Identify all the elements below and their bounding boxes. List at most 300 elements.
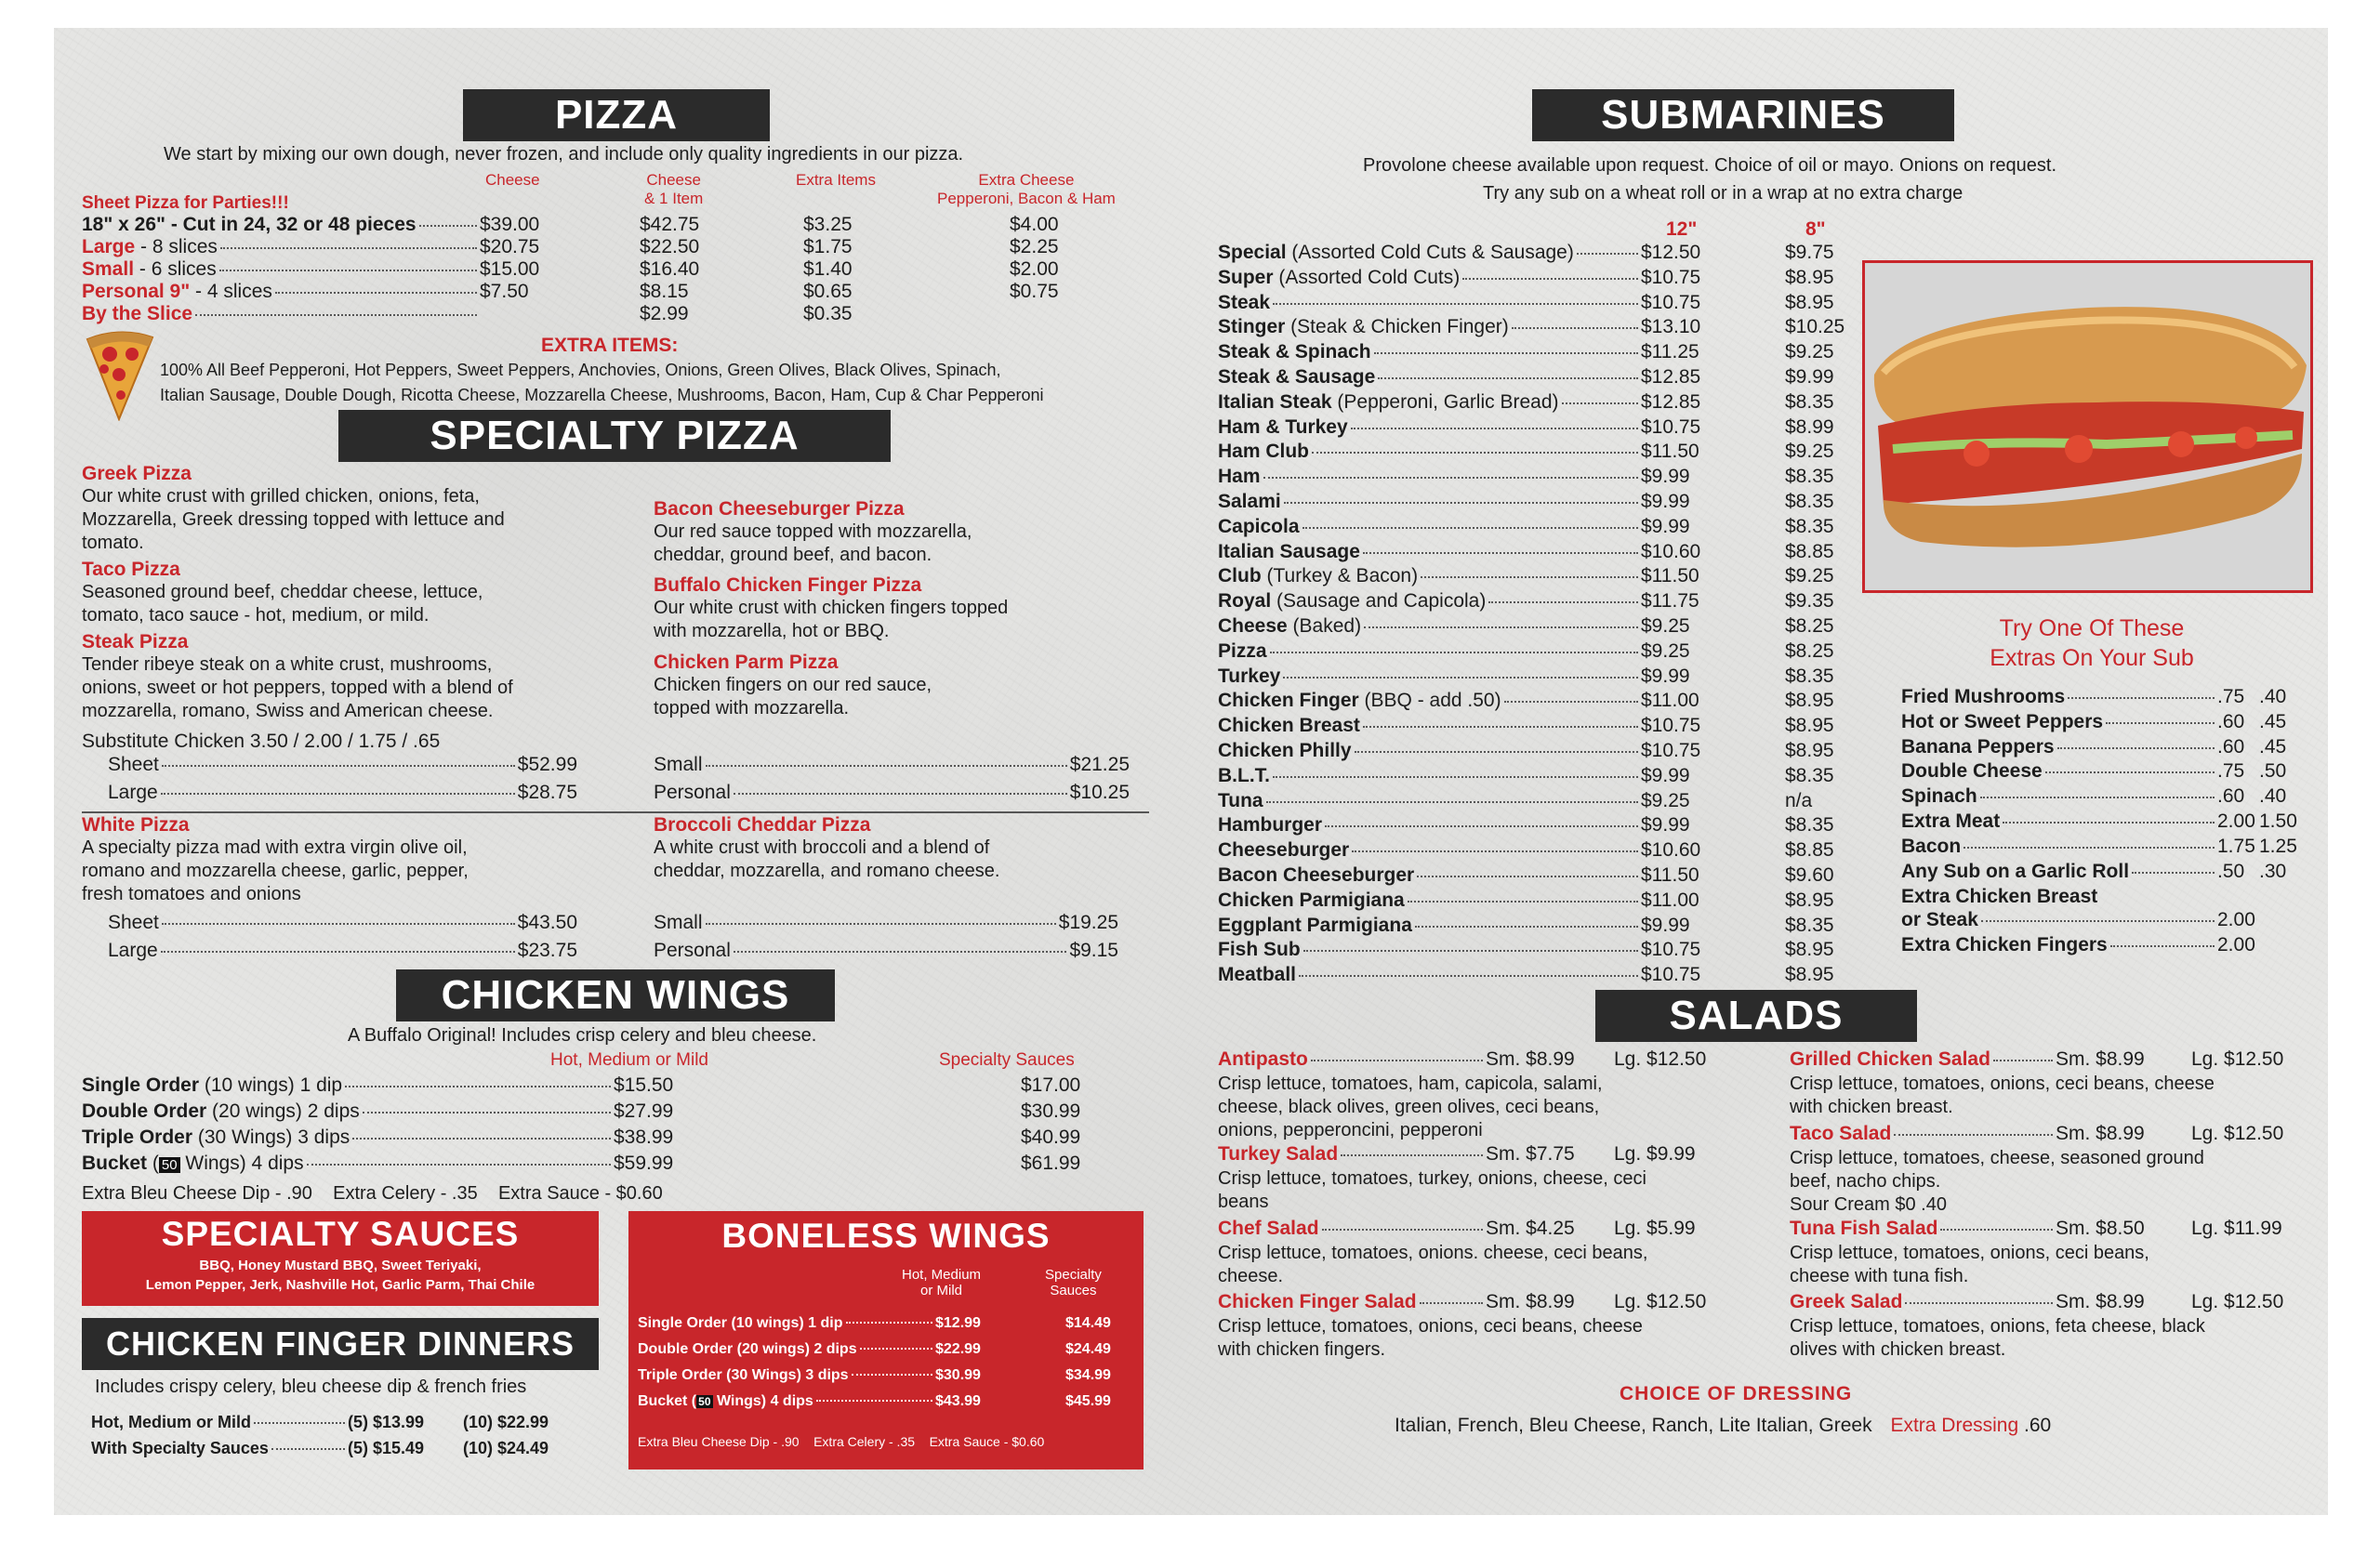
sub-name: Pizza [1218,639,1267,662]
bacon-cheeseburger-pizza-desc-2: cheddar, ground beef, and bacon. [654,545,932,565]
sub-name: Bacon Cheeseburger [1218,864,1415,886]
pizza-price-row [82,258,1179,281]
sub-extra-price-12: .75 [2217,686,2245,707]
boneless-col-specialty-l1: Specialty [1045,1267,1102,1283]
salad-desc: with chicken breast. [1790,1097,1953,1117]
sub-row [1218,267,1850,291]
salad-name: Antipasto [1218,1048,1308,1070]
salads-banner [1595,990,1917,1042]
taco-pizza [82,559,483,627]
salad-desc: onions, pepperoncini, pepperoni [1218,1120,1483,1140]
sub-note: (Turkey & Bacon) [1261,565,1419,587]
pizza-col-extra: Extra Items [796,171,876,189]
sub-name: Steak [1218,291,1271,313]
sub-price-8: n/a [1785,789,1813,811]
sub-row [1218,715,1850,739]
wings-order-name: Bucket [82,1153,148,1174]
sub-extra-row [1901,810,2297,835]
sub-note: (Sausage and Capicola) [1271,590,1487,613]
boneless-order-detail: Wings) 4 dips [712,1393,813,1409]
sub-price-8: $8.95 [1785,715,1834,737]
chicken-parm-pizza-desc-1: Chicken fingers on our red sauce, [654,675,932,695]
sub-extra-price-12: .60 [2217,785,2245,808]
sub-name: Cheeseburger [1218,839,1350,862]
sub-price-12: $12.85 [1641,366,1701,388]
sub-price-8: $8.95 [1785,690,1834,712]
extra-items-label: EXTRA ITEMS: [541,335,679,356]
boneless-order-name: Bucket [638,1393,688,1409]
sub-name: Club [1218,565,1262,587]
pizza-col-cheese-item-l1: Cheese [646,171,701,189]
sub-row [1218,366,1850,390]
sub-price-8: $8.95 [1785,964,1834,986]
wings-specialty-price: $17.00 [1021,1074,1081,1096]
pizza-price: $20.75 [480,236,540,257]
sub-extra-price-12: 1.75 [2217,835,2255,857]
specialty-price-row [654,912,1118,934]
specialty-size: Small [654,912,703,933]
sub-price-12: $13.10 [1641,316,1701,338]
sub-price-8: $8.95 [1785,740,1834,761]
specialty-sauces-line2: Lemon Pepper, Jerk, Nashville Hot, Garlic Parm, Thai Chile [145,1277,536,1293]
taco-pizza-desc-1: Seasoned ground beef, cheddar cheese, lettuce, [82,582,483,602]
finger-dinner-price-5: (5) $13.99 [348,1413,425,1431]
specialty-sauces-title: SPECIALTY SAUCES [161,1215,520,1253]
sub-row [1218,740,1850,764]
sub-name: Italian Sausage [1218,540,1360,562]
submarines-banner [1532,89,1954,141]
salad-item [1218,1048,1739,1142]
salad-desc: Crisp lettuce, tomatoes, ham, capicola, salami, [1218,1074,1603,1094]
pizza-size-label [82,236,218,258]
wings-price: $59.99 [614,1153,674,1174]
sub-extra-row [1901,861,2292,885]
sub-name: Special [1218,242,1287,263]
pizza-size-slices: - 4 slices [190,281,272,302]
sub-row [1218,565,1850,589]
sub-name: Chicken Breast [1218,715,1360,737]
pizza-size-label [82,281,272,303]
pizza-price: $42.75 [640,214,700,235]
sub-name: B.L.T. [1218,764,1270,786]
salad-desc: Crisp lettuce, tomatoes, cheese, seasoned ground [1790,1148,2204,1168]
pizza-price: $0.65 [803,281,853,302]
wings-price: $27.99 [614,1100,674,1122]
pizza-price: $1.75 [803,236,853,257]
finger-dinners-intro: Includes crispy celery, bleu cheese dip & french fries [95,1377,527,1397]
sub-price-12: $9.25 [1641,639,1690,662]
extra-chicken-breast-row [1901,909,2292,933]
bacon-cheeseburger-pizza-desc-1: Our red sauce topped with mozzarella, [654,521,972,542]
wings-order-detail: Wings) 4 dips [179,1153,304,1174]
sub-extra-row [1901,736,2292,760]
sub-extra-name: Fried Mushrooms [1901,686,2066,707]
salad-item [1790,1123,2310,1217]
sub-price-12: $11.00 [1641,690,1699,712]
specialty-price: $21.25 [1069,754,1130,775]
salad-desc: Crisp lettuce, tomatoes, onions, ceci beans, cheese [1218,1316,1643,1337]
pizza-intro: We start by mixing our own dough, never frozen, and include only quality ingredients in our pizza. [164,144,964,165]
specialty-size: Large [108,940,158,961]
pizza-size-label [82,303,192,325]
sub-extra-row [1901,785,2292,810]
white-pizza [82,814,469,906]
pizza-col-extra-cheese [937,171,1116,208]
specialty-price: $43.50 [517,912,577,933]
sub-extra-row [1901,686,2292,710]
boneless-specialty-price: $34.99 [1065,1367,1111,1383]
sub-price-8: $8.99 [1785,415,1834,438]
pizza-price: $8.15 [640,281,689,302]
pizza-size-name: 18" x 26" - Cut in 24, 32 or 48 pieces [82,214,416,235]
wings-order-detail: (30 Wings) 3 dips [192,1127,350,1148]
wings-specialty-price: $40.99 [1021,1127,1081,1148]
sub-price-12: $10.75 [1641,939,1701,961]
salad-name: Turkey Salad [1218,1143,1339,1165]
sub-extra-row [1901,760,2292,784]
pizza-price: $1.40 [803,258,853,280]
sub-name: Chicken Philly [1218,740,1352,761]
salad-desc: beans [1218,1192,1269,1212]
sub-price-8: $8.35 [1785,914,1834,936]
pizza-col-cheese: Cheese [485,171,540,189]
salad-large-price: Lg. $12.50 [2191,1048,2284,1070]
wings-row: Bucket ( 50 Wings) 4 dips $59.99 $61.99 [82,1153,1081,1174]
salad-small-price: Sm. $7.75 [1486,1143,1575,1165]
salads-banner-text: SALADS [1669,993,1844,1038]
salad-large-price: Lg. $12.50 [2191,1123,2284,1144]
pizza-col-cheese-item [644,171,703,208]
salad-small-price: Sm. $8.99 [2056,1048,2145,1070]
specialty-price-row [654,782,1130,804]
salad-desc: cheese with tuna fish. [1790,1266,1969,1286]
specialty-size: Sheet [108,912,159,933]
sub-price-8: $8.35 [1785,515,1834,537]
sub-price-12: $10.75 [1641,415,1701,438]
wings-extras: Extra Bleu Cheese Dip - .90 Extra Celery - .35 Extra Sauce - $0.60 [82,1183,663,1204]
extra-chicken-breast-l2: or Steak [1901,909,1978,930]
boneless-price: $12.99 [935,1315,981,1331]
sub-row [1218,441,1850,465]
finger-dinner-name: Hot, Medium or Mild [91,1413,251,1431]
wings-order-name: Single Order [82,1074,200,1096]
boneless-order-detail: (20 wings) 2 dips [733,1341,857,1357]
sub-extra-name: Double Cheese [1901,760,2043,783]
sub-name: Chicken Finger [1218,690,1359,712]
sub-price-8: $8.85 [1785,839,1834,862]
specialty-price: $9.15 [1069,940,1118,961]
pizza-banner [463,89,770,141]
pizza-col-extra-cheese-l1: Extra Cheese [978,171,1075,189]
pizza-col-extra-cheese-l2: Pepperoni, Bacon & Ham [937,190,1116,207]
specialty-sauces-box [82,1211,599,1306]
sub-price-12: $10.75 [1641,964,1701,986]
pizza-price-row [82,281,1179,303]
specialty-size: Large [108,782,158,803]
sub-note: (Pepperoni, Garlic Bread) [1331,390,1559,413]
specialty-size: Personal [654,782,731,803]
steak-pizza-desc-2: onions, sweet or hot peppers, topped with a blend of [82,678,513,698]
sub-row [1218,590,1850,614]
pizza-price: $15.00 [480,258,540,280]
steak-pizza-desc-3: mozzarella, romano, Swiss and American cheese. [82,701,494,721]
finger-dinner-name: With Specialty Sauces [91,1439,269,1457]
sub-price-8: $9.25 [1785,341,1834,363]
wings-order-detail: (10 wings) 1 dip [199,1074,343,1096]
subs-intro-2: Try any sub on a wheat roll or in a wrap at no extra charge [1483,183,1964,204]
sub-extra-price-8: .50 [2259,760,2287,783]
pizza-price: $4.00 [1010,214,1059,235]
sub-price-8: $9.35 [1785,590,1834,613]
sub-price-12: $10.75 [1641,291,1701,313]
sub-price-8: $9.25 [1785,441,1834,463]
boneless-col-hot [902,1267,981,1298]
sub-price-12: $9.99 [1641,466,1690,488]
salad-desc: Crisp lettuce, tomatoes, onions, ceci beans, [1790,1243,2149,1263]
sub-extra-price-8: .40 [2259,785,2287,808]
chicken-parm-pizza-title: Chicken Parm Pizza [654,652,839,673]
sub-price-12: $9.25 [1641,789,1690,811]
broccoli-cheddar-pizza [654,814,999,883]
sub-price-12: $11.00 [1641,889,1699,911]
specialty-price-row [108,940,577,962]
sub-extra-price-8: .45 [2259,710,2287,732]
salad-small-price: Sm. $8.50 [2056,1218,2145,1239]
sub-row [1218,391,1850,415]
sub-row [1218,790,1850,814]
salad-name: Taco Salad [1790,1123,1892,1144]
broccoli-cheddar-pizza-desc-2: cheddar, mozzarella, and romano cheese. [654,861,1000,881]
pizza-price-row [82,214,1179,236]
buffalo-chicken-finger-pizza-desc-2: with mozzarella, hot or BBQ. [654,621,890,641]
sub-price-8: $9.25 [1785,565,1834,587]
sub-extra-name: Bacon [1901,835,1962,857]
broccoli-cheddar-pizza-desc-1: A white crust with broccoli and a blend of [654,837,990,858]
salad-item [1790,1218,2310,1288]
salad-item [1790,1048,2310,1119]
sub-price-12: $11.50 [1641,565,1699,587]
salad-small-price: Sm. $8.99 [2056,1123,2145,1144]
wings-price: $38.99 [614,1127,674,1148]
sub-row [1218,516,1850,540]
sub-price-12: $11.75 [1641,590,1699,613]
taco-pizza-desc-2: tomato, taco sauce - hot, medium, or mild. [82,605,430,626]
pizza-price: $16.40 [640,258,700,280]
sub-price-8: $8.95 [1785,939,1834,961]
specialty-size: Sheet [108,754,159,775]
sub-row [1218,765,1850,789]
sub-name: Steak & Spinach [1218,341,1371,363]
steak-pizza [82,631,513,723]
sub-extra-price-8: .45 [2259,735,2287,758]
boneless-col-specialty [1045,1267,1102,1298]
sub-price-12: $10.75 [1641,715,1701,737]
pizza-price: $2.25 [1010,236,1059,257]
bacon-cheeseburger-pizza [654,498,972,567]
extra-chicken-fingers-price: 2.00 [2217,934,2255,955]
sub-name: Ham [1218,466,1261,488]
wings-intro: A Buffalo Original! Includes crisp celery and bleu cheese. [348,1025,817,1046]
sub-price-8: $8.35 [1785,764,1834,786]
sub-price-12: $9.25 [1641,615,1690,637]
specialty-price-row [108,782,577,804]
sub-name: Turkey [1218,665,1281,687]
sub-row [1218,814,1850,838]
boneless-order-name: Double Order [638,1341,734,1357]
sub-extra-name: Extra Meat [1901,810,2001,832]
boneless-col-hot-l1: Hot, Medium [902,1267,982,1283]
pizza-price: $0.75 [1010,281,1059,302]
sub-extra-price-12: .75 [2217,760,2245,783]
salad-desc: Sour Cream $0 .40 [1790,1194,1947,1215]
chicken-finger-dinners-title: CHICKEN FINGER DINNERS [105,1324,575,1363]
sub-price-12: $11.50 [1641,864,1699,886]
extra-items-line2: Italian Sausage, Double Dough, Ricotta Cheese, Mozzarella Cheese, Mushrooms, Bacon, Ham, Cup & Char Pepperoni [160,386,1044,404]
sub-price-8: $8.35 [1785,491,1834,512]
broccoli-cheddar-pizza-title: Broccoli Cheddar Pizza [654,814,871,836]
wings-col-specialty: Specialty Sauces [939,1050,1075,1070]
boneless-specialty-price: $45.99 [1065,1393,1111,1409]
sub-price-8: $9.75 [1785,242,1834,263]
pizza-price-row [82,303,1179,325]
subs-col-8: 8" [1805,218,1826,240]
sub-row [1218,665,1850,690]
sub-price-12: $9.99 [1641,665,1690,687]
bucket-count-badge: 50 [698,1395,711,1408]
specialty-pizza-banner [338,410,891,462]
salad-desc: cheese. [1218,1266,1284,1286]
pizza-price: $39.00 [480,214,540,235]
sub-name: Meatball [1218,964,1297,986]
sub-note: (Baked) [1287,615,1362,637]
pizza-size-slices: - 6 slices [134,258,217,280]
pizza-size-name: Large [82,236,136,257]
steak-pizza-title: Steak Pizza [82,631,189,652]
chicken-wings-banner-text: CHICKEN WINGS [441,972,790,1018]
salad-name: Chef Salad [1218,1218,1319,1239]
finger-dinner-row [91,1439,575,1461]
sub-price-12: $10.75 [1641,740,1701,761]
salad-desc: cheese, black olives, green olives, ceci beans, [1218,1097,1600,1117]
pizza-price: $7.50 [480,281,529,302]
greek-pizza-desc-3: tomato. [82,533,144,553]
salad-large-price: Lg. $12.50 [1614,1291,1707,1312]
sub-name: Super [1218,266,1274,288]
boneless-col-hot-l2: or Mild [920,1283,963,1298]
pizza-price: $3.25 [803,214,853,235]
chicken-parm-pizza [654,652,932,720]
sub-price-8: $8.35 [1785,466,1834,488]
pizza-size-name: Personal 9" [82,281,191,302]
sub-price-12: $11.25 [1641,341,1699,363]
specialty-size: Personal [654,940,731,961]
chicken-finger-dinners-banner [82,1318,599,1370]
dressing-title: CHOICE OF DRESSING [1620,1383,1853,1404]
extra-chicken-breast-l1: Extra Chicken Breast [1901,886,2098,907]
sub-row [1218,915,1850,939]
boneless-specialty-price: $14.49 [1065,1315,1111,1331]
pizza-size-slices: - 8 slices [135,236,218,257]
sub-price-12: $9.99 [1641,491,1690,512]
boneless-order-name: Single Order [638,1315,728,1331]
boneless-price: $30.99 [935,1367,981,1383]
specialty-size: Small [654,754,703,775]
sheet-pizza-label: Sheet Pizza for Parties!!! [82,193,289,213]
sub-price-12: $10.60 [1641,540,1701,562]
boneless-row [638,1367,1134,1390]
boneless-wings-box [628,1211,1144,1469]
salad-small-price: Sm. $8.99 [2056,1291,2145,1312]
sub-extra-row [1901,711,2292,735]
pizza-size-label [82,214,416,236]
dressing-line [1395,1415,2051,1437]
sub-extras-title [1934,613,2250,673]
sub-price-8: $8.95 [1785,889,1834,911]
boneless-order-detail: (10 wings) 1 dip [727,1315,843,1331]
sub-name: Royal [1218,590,1272,613]
wings-order-name: Triple Order [82,1127,193,1148]
wings-specialty-price: $30.99 [1021,1100,1081,1122]
wings-col-hot: Hot, Medium or Mild [550,1050,708,1070]
extra-chicken-breast-price: 2.00 [2217,909,2255,930]
greek-pizza-desc-2: Mozzarella, Greek dressing topped with lettuce and [82,509,505,530]
salad-desc: Crisp lettuce, tomatoes, onions, ceci beans, cheese [1790,1074,2215,1094]
sub-price-8: $8.95 [1785,266,1834,288]
sub-name: Chicken Parmigiana [1218,889,1405,911]
sub-extras-title-l2: Extras On Your Sub [1990,645,2194,671]
sub-name: Capicola [1218,515,1300,537]
wings-row [82,1127,1081,1153]
extra-chicken-fingers-label: Extra Chicken Fingers [1901,934,2108,955]
sub-note: (BBQ - add .50) [1358,690,1501,712]
sub-price-8: $8.35 [1785,814,1834,837]
sub-price-8: $8.25 [1785,639,1834,662]
chicken-wings-banner [396,969,835,1021]
boneless-row [638,1315,1134,1338]
sub-name: Cheese [1218,615,1288,637]
greek-pizza-desc-1: Our white crust with grilled chicken, onions, feta, [82,486,480,507]
boneless-col-specialty-l2: Sauces [1050,1283,1097,1298]
specialty-price: $23.75 [517,940,577,961]
salad-item [1218,1143,1739,1214]
sub-extra-name: Spinach [1901,785,1977,808]
sub-extra-price-12: 2.00 [2217,810,2255,832]
boneless-extras: Extra Bleu Cheese Dip - .90 Extra Celery - .35 Extra Sauce - $0.60 [638,1434,1045,1449]
wings-row [82,1074,1081,1100]
sub-name: Salami [1218,491,1281,512]
sub-extra-price-12: .60 [2217,710,2245,732]
specialty-price: $10.25 [1069,782,1130,803]
wings-order-detail: (20 wings) 2 dips [206,1100,360,1122]
specialty-price: $19.25 [1058,912,1118,933]
sub-name: Ham Club [1218,441,1310,463]
buffalo-chicken-finger-pizza [654,574,1008,643]
sub-price-12: $9.99 [1641,764,1690,786]
specialty-price-row [108,754,577,776]
sub-row [1218,292,1850,316]
sub-row [1218,416,1850,441]
sub-price-8: $8.25 [1785,615,1834,637]
bucket-count-badge: 50 [159,1157,180,1173]
salad-small-price: Sm. $8.99 [1486,1291,1575,1312]
sub-price-12: $9.99 [1641,515,1690,537]
sub-extra-name: Banana Peppers [1901,735,2055,758]
sub-extra-price-8: 1.25 [2259,835,2297,857]
sub-name: Fish Sub [1218,939,1301,961]
pizza-price: $0.35 [803,303,853,324]
sub-row [1218,864,1850,889]
specialty-price-row [108,912,577,934]
